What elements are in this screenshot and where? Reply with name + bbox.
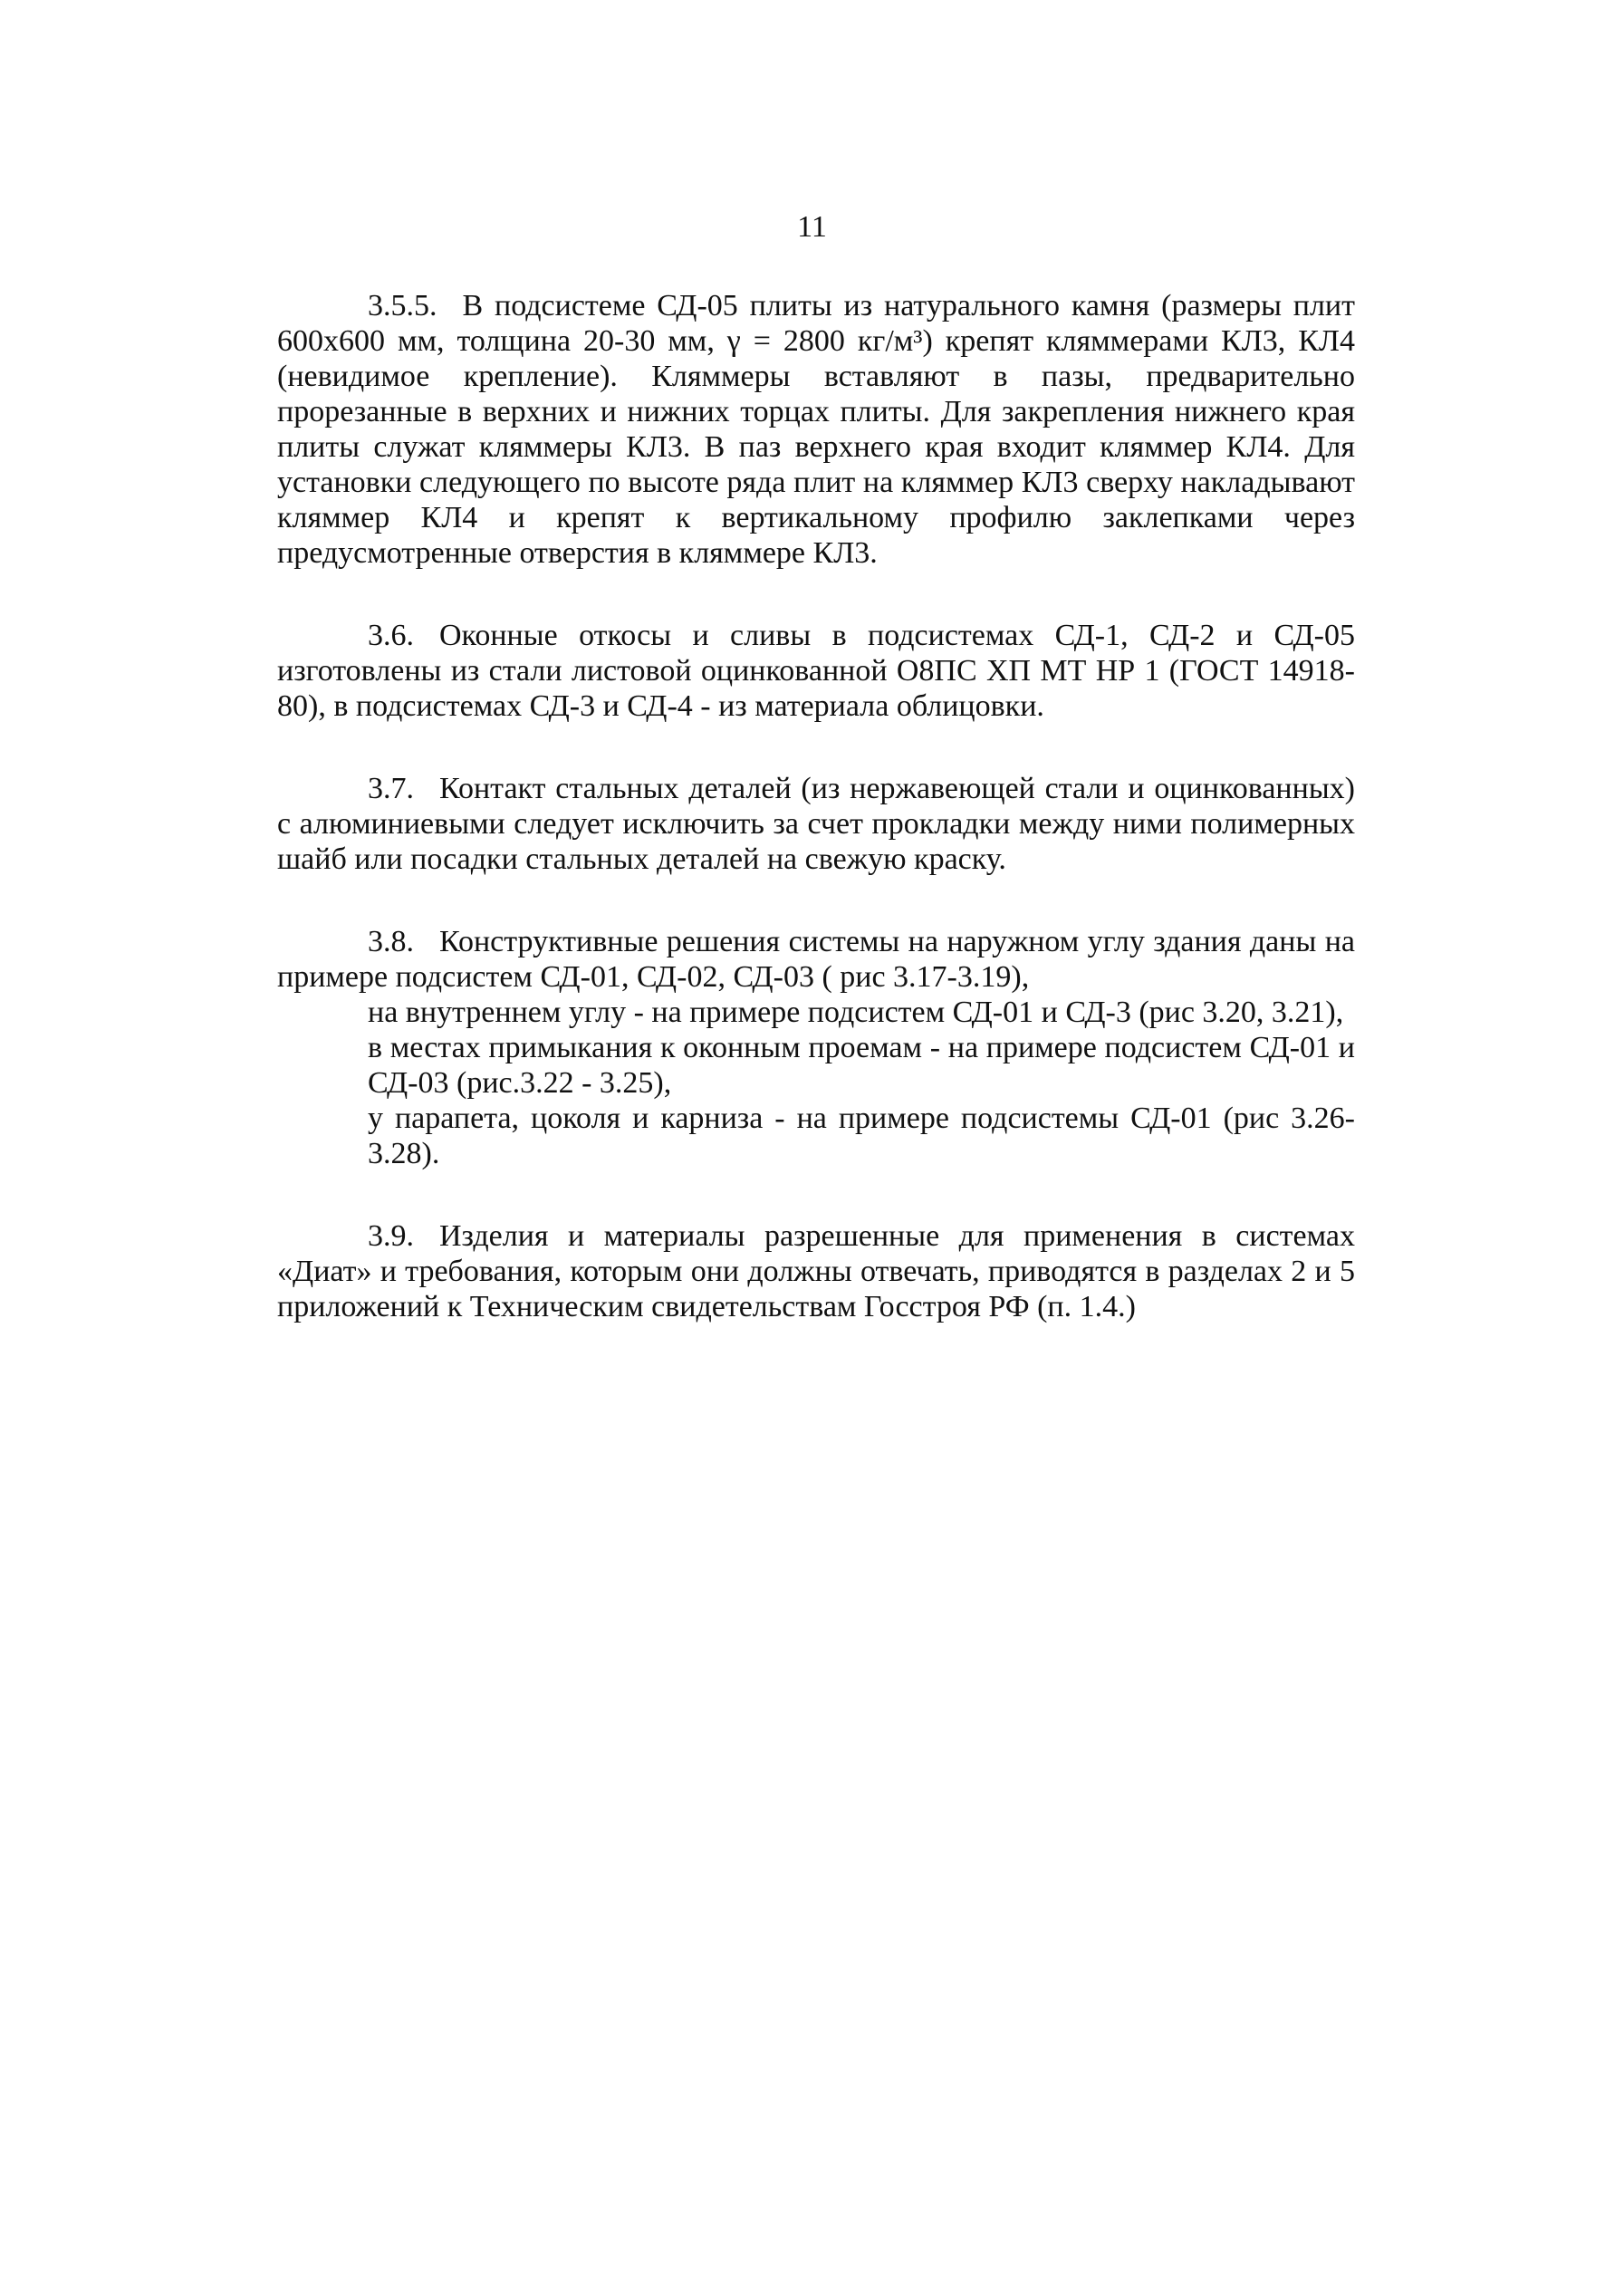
paragraph-number: 3.9. bbox=[368, 1219, 414, 1253]
paragraph-subitem: у парапета, цоколя и карниза - на примере подсистемы СД-01 (рис 3.26-3.28). bbox=[368, 1102, 1355, 1170]
paragraph-text: Контакт стальных деталей (из нержавеющей стали и оцинкованных) с алюминиевыми следует исключить за счет прокладки между ними полимерных шайб или посадки стальных деталей на свежую краску. bbox=[277, 772, 1355, 876]
page-number: 11 bbox=[797, 210, 827, 244]
paragraph-text: В подсистеме СД-05 плиты из натурального камня (размеры плит 600х600 мм, толщина 20-30 мм, γ = 2800 кг/м³) крепят кляммерами КЛ3, КЛ4 (невидимое крепление). Кляммеры вставляют в пазы, предварительно прорезанные в верхних и нижних торцах плиты. Для закрепления нижнего края плиты служат кляммеры КЛ3. В паз верхнего края входит кляммер КЛ4. Для установки следующего по высоте ряда плит на кляммер КЛ3 сверху накладывают кляммер КЛ4 и крепят к вертикальному профилю заклепками через предусмотренные отверстия в кляммере КЛ3. bbox=[277, 289, 1355, 570]
paragraph-subitem: в местах примыкания к оконным проемам - на примере подсистем СД-01 и СД-03 (рис.3.22 - 3.25), bbox=[368, 1031, 1355, 1100]
paragraph-text: Изделия и материалы разрешенные для применения в системах «Диат» и требования, которым они должны отвечать, приводятся в разделах 2 и 5 приложений к Техническим свидетельствам Госстроя РФ (п. 1.4.) bbox=[277, 1219, 1355, 1323]
paragraph-text: Конструктивные решения системы на наружном углу здания даны на примере подсистем СД-01, СД-02, СД-03 ( рис 3.17-3.19), bbox=[277, 925, 1355, 994]
document-body bbox=[277, 288, 1355, 1371]
paragraph-3-9 bbox=[277, 1218, 1355, 1324]
paragraph-3-8 bbox=[277, 924, 1355, 1171]
paragraph-3-5-5 bbox=[277, 288, 1355, 571]
paragraph-3-7 bbox=[277, 771, 1355, 877]
paragraph-3-6 bbox=[277, 618, 1355, 724]
paragraph-subitem: на внутреннем углу - на примере подсистем СД-01 и СД-3 (рис 3.20, 3.21), bbox=[368, 996, 1344, 1029]
paragraph-number: 3.6. bbox=[368, 619, 414, 652]
paragraph-number: 3.8. bbox=[368, 925, 414, 958]
paragraph-number: 3.5.5. bbox=[368, 289, 437, 322]
paragraph-number: 3.7. bbox=[368, 772, 414, 805]
paragraph-text: Оконные откосы и сливы в подсистемах СД-1, СД-2 и СД-05 изготовлены из стали листовой оцинкованной О8ПС ХП МТ НР 1 (ГОСТ 14918-80), в подсистемах СД-3 и СД-4 - из материала облицовки. bbox=[277, 619, 1355, 723]
